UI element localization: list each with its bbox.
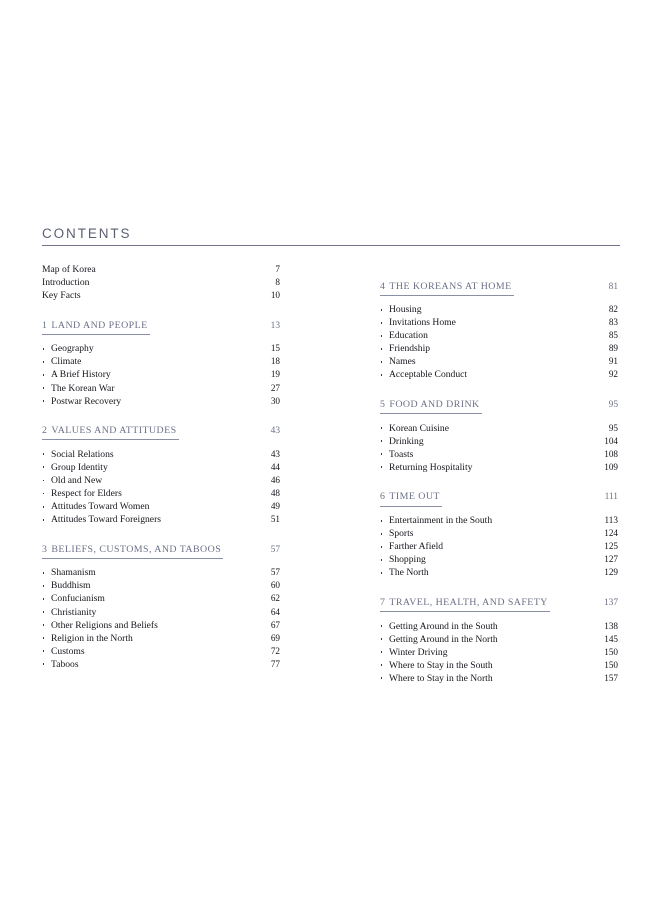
toc-page-number: 125 (604, 541, 618, 552)
toc-entry-label: The Korean War (42, 382, 115, 395)
toc-entry-row[interactable] (42, 632, 280, 645)
toc-entry-label: Housing (380, 303, 422, 316)
toc-entry-label: Attitudes Toward Foreigners (42, 513, 161, 526)
toc-list-left (42, 263, 280, 671)
toc-page-number: 127 (604, 554, 618, 565)
toc-entry-row[interactable] (380, 659, 618, 672)
toc-page-number: 113 (604, 515, 618, 526)
toc-page-number: 111 (604, 492, 618, 503)
toc-page-number: 10 (270, 290, 280, 301)
toc-entry-label: Respect for Elders (42, 487, 122, 500)
toc-entry-label: Farther Afield (380, 540, 443, 553)
toc-page-number: 30 (270, 395, 280, 406)
toc-page-number: 18 (270, 356, 280, 367)
toc-entry-row[interactable] (42, 566, 280, 579)
toc-chapter-title: BELIEFS, CUSTOMS, AND TABOOS (51, 543, 222, 555)
toc-entry-row[interactable] (42, 645, 280, 658)
toc-chapter-number: 3 (42, 543, 48, 555)
toc-page-number: 60 (270, 580, 280, 591)
toc-entry-row[interactable] (380, 461, 618, 474)
toc-entry-label: Other Religions and Beliefs (42, 619, 158, 632)
toc-entry-row[interactable] (42, 368, 280, 381)
toc-entry-label: Map of Korea (42, 264, 96, 275)
toc-entry-label: Religion in the North (42, 632, 133, 645)
toc-entry-row[interactable] (42, 606, 280, 619)
toc-page-number: 150 (604, 659, 618, 670)
toc-entry-row[interactable] (42, 289, 280, 302)
toc-page-number: 89 (608, 343, 618, 354)
toc-list-right (380, 280, 618, 685)
toc-page-number: 44 (270, 461, 280, 472)
toc-chapter-row[interactable] (380, 596, 618, 612)
toc-entry-row[interactable] (380, 435, 618, 448)
toc-page-number: 13 (270, 320, 280, 331)
toc-page-number: 49 (270, 501, 280, 512)
toc-chapter-label (42, 543, 223, 559)
toc-entry-label: Friendship (380, 342, 430, 355)
toc-entry-label: Sports (380, 527, 414, 540)
toc-entry-row[interactable] (380, 514, 618, 527)
page-title: CONTENTS (42, 226, 132, 241)
toc-entry-row[interactable] (380, 633, 618, 646)
toc-entry-label: A Brief History (42, 368, 111, 381)
toc-entry-row[interactable] (42, 579, 280, 592)
toc-page-number: 8 (275, 277, 280, 288)
toc-page-number: 43 (270, 448, 280, 459)
toc-entry-label: Names (380, 355, 416, 368)
toc-entry-row[interactable] (42, 276, 280, 289)
toc-page-number: 129 (604, 567, 618, 578)
toc-page-number: 77 (270, 658, 280, 669)
heading-divider (42, 245, 620, 246)
toc-entry-row[interactable] (42, 500, 280, 513)
toc-chapter-row[interactable] (380, 280, 618, 296)
toc-entry-row[interactable] (42, 355, 280, 368)
toc-entry-label: Introduction (42, 277, 90, 289)
toc-chapter-title: LAND AND PEOPLE (51, 319, 148, 331)
toc-column-left (42, 263, 280, 671)
toc-entry-row[interactable] (380, 422, 618, 435)
toc-chapter-row[interactable] (42, 319, 280, 335)
toc-chapter-label (380, 398, 482, 414)
toc-entry-label: Returning Hospitality (380, 461, 472, 474)
toc-page-number: 91 (608, 356, 618, 367)
toc-page-number: 109 (604, 461, 618, 472)
toc-entry-row[interactable] (42, 619, 280, 632)
toc-column-right (380, 263, 618, 685)
toc-entry-label: Buddhism (42, 579, 90, 592)
toc-page-number: 69 (270, 632, 280, 643)
toc-entry-row[interactable] (42, 461, 280, 474)
toc-page-number: 19 (270, 369, 280, 380)
toc-page-number: 62 (270, 593, 280, 604)
toc-entry-row[interactable] (380, 553, 618, 566)
toc-entry-label: Climate (42, 355, 81, 368)
toc-entry-label: Confucianism (42, 592, 105, 605)
toc-entry-label: Postwar Recovery (42, 395, 121, 408)
toc-page-number: 64 (270, 606, 280, 617)
toc-entry-label: Group Identity (42, 461, 108, 474)
toc-entry-label: Shopping (380, 553, 426, 566)
toc-page-number: 81 (608, 281, 618, 292)
toc-entry-label: Invitations Home (380, 316, 456, 329)
toc-entry-label: Getting Around in the North (380, 633, 498, 646)
toc-entry-row[interactable] (42, 474, 280, 487)
toc-entry-row[interactable] (380, 355, 618, 368)
toc-entry-row[interactable] (42, 263, 280, 276)
toc-entry-row[interactable] (380, 368, 618, 381)
toc-entry-label: Korean Cuisine (380, 422, 449, 435)
toc-entry-label: Attitudes Toward Women (42, 500, 149, 513)
toc-chapter-number: 2 (42, 425, 48, 437)
toc-entry-row[interactable] (380, 342, 618, 355)
toc-page-number: 67 (270, 619, 280, 630)
toc-page-number: 137 (603, 597, 618, 608)
toc-chapter-number: 1 (42, 319, 48, 331)
toc-entry-label: Entertainment in the South (380, 514, 492, 527)
toc-chapter-row[interactable] (380, 398, 618, 414)
toc-page-number: 85 (608, 330, 618, 341)
toc-entry-label: Getting Around in the South (380, 620, 498, 633)
toc-entry-label: Social Relations (42, 448, 114, 461)
toc-entry-row[interactable] (42, 395, 280, 408)
toc-entry-row[interactable] (380, 448, 618, 461)
toc-page-number: 51 (270, 514, 280, 525)
toc-entry-label: Toasts (380, 448, 413, 461)
toc-chapter-number: 5 (380, 399, 386, 411)
toc-entry-label: Taboos (42, 658, 79, 671)
toc-entry-row[interactable] (380, 620, 618, 633)
toc-entry-label: Where to Stay in the South (380, 659, 493, 672)
toc-entry-label: Acceptable Conduct (380, 368, 467, 381)
toc-page-number: 92 (608, 369, 618, 380)
toc-entry-label: Winter Driving (380, 646, 448, 659)
toc-entry-row[interactable] (42, 448, 280, 461)
toc-chapter-row[interactable] (380, 490, 618, 506)
toc-entry-row[interactable] (380, 672, 618, 685)
toc-page-number: 27 (270, 382, 280, 393)
toc-chapter-number: 6 (380, 491, 386, 503)
toc-entry-label: Old and New (42, 474, 102, 487)
toc-chapter-number: 7 (380, 596, 386, 608)
toc-page-number: 43 (270, 426, 280, 437)
toc-entry-row[interactable] (42, 592, 280, 605)
toc-chapter-row[interactable] (42, 543, 280, 559)
toc-chapter-title: VALUES AND ATTITUDES (51, 425, 177, 437)
toc-entry-label: Education (380, 329, 428, 342)
toc-entry-row[interactable] (380, 329, 618, 342)
toc-entry-row[interactable] (42, 382, 280, 395)
toc-page-number: 7 (275, 264, 280, 274)
toc-page-number: 108 (604, 448, 618, 459)
toc-page-number: 104 (604, 435, 618, 446)
toc-chapter-label (380, 280, 514, 296)
toc-entry-row[interactable] (380, 316, 618, 329)
toc-page-number: 124 (604, 528, 618, 539)
toc-chapter-label (380, 596, 550, 612)
toc-entry-row[interactable] (380, 303, 618, 316)
toc-page-number: 145 (604, 633, 618, 644)
toc-page-number: 57 (270, 544, 280, 555)
toc-entry-row[interactable] (42, 513, 280, 526)
toc-entry-label: Drinking (380, 435, 424, 448)
toc-chapter-label (380, 490, 442, 506)
toc-page-number: 95 (608, 422, 618, 433)
toc-chapter-title: TRAVEL, HEALTH, AND SAFETY (389, 596, 548, 608)
toc-chapter-title: TIME OUT (389, 491, 440, 503)
toc-chapter-label (42, 319, 150, 335)
toc-entry-label: Christianity (42, 606, 96, 619)
toc-entry-label: Geography (42, 342, 94, 355)
toc-entry-row[interactable] (380, 540, 618, 553)
toc-entry-row[interactable] (42, 658, 280, 671)
toc-page-number: 83 (608, 317, 618, 328)
toc-entry-label: Shamanism (42, 566, 96, 579)
toc-entry-row[interactable] (380, 527, 618, 540)
toc-page-number: 82 (608, 304, 618, 315)
toc-page-number: 48 (270, 487, 280, 498)
toc-page-number: 15 (270, 343, 280, 354)
toc-page-number: 72 (270, 645, 280, 656)
toc-entry-row[interactable] (380, 646, 618, 659)
toc-chapter-number: 4 (380, 280, 386, 292)
toc-entry-row[interactable] (42, 342, 280, 355)
toc-chapter-title: FOOD AND DRINK (389, 399, 480, 411)
toc-page-number: 150 (604, 646, 618, 657)
toc-chapter-row[interactable] (42, 424, 280, 440)
toc-page-number: 57 (270, 567, 280, 578)
toc-entry-row[interactable] (380, 566, 618, 579)
toc-page-number: 95 (608, 400, 618, 411)
toc-page-number: 46 (270, 474, 280, 485)
toc-entry-label: The North (380, 566, 429, 579)
toc-entry-row[interactable] (42, 487, 280, 500)
toc-entry-label: Customs (42, 645, 85, 658)
toc-entry-label: Key Facts (42, 290, 81, 302)
toc-chapter-title: THE KOREANS AT HOME (389, 280, 512, 292)
toc-page-number: 157 (604, 672, 618, 683)
toc-entry-label: Where to Stay in the North (380, 672, 493, 685)
toc-page-number: 138 (604, 620, 618, 631)
toc-chapter-label (42, 424, 179, 440)
